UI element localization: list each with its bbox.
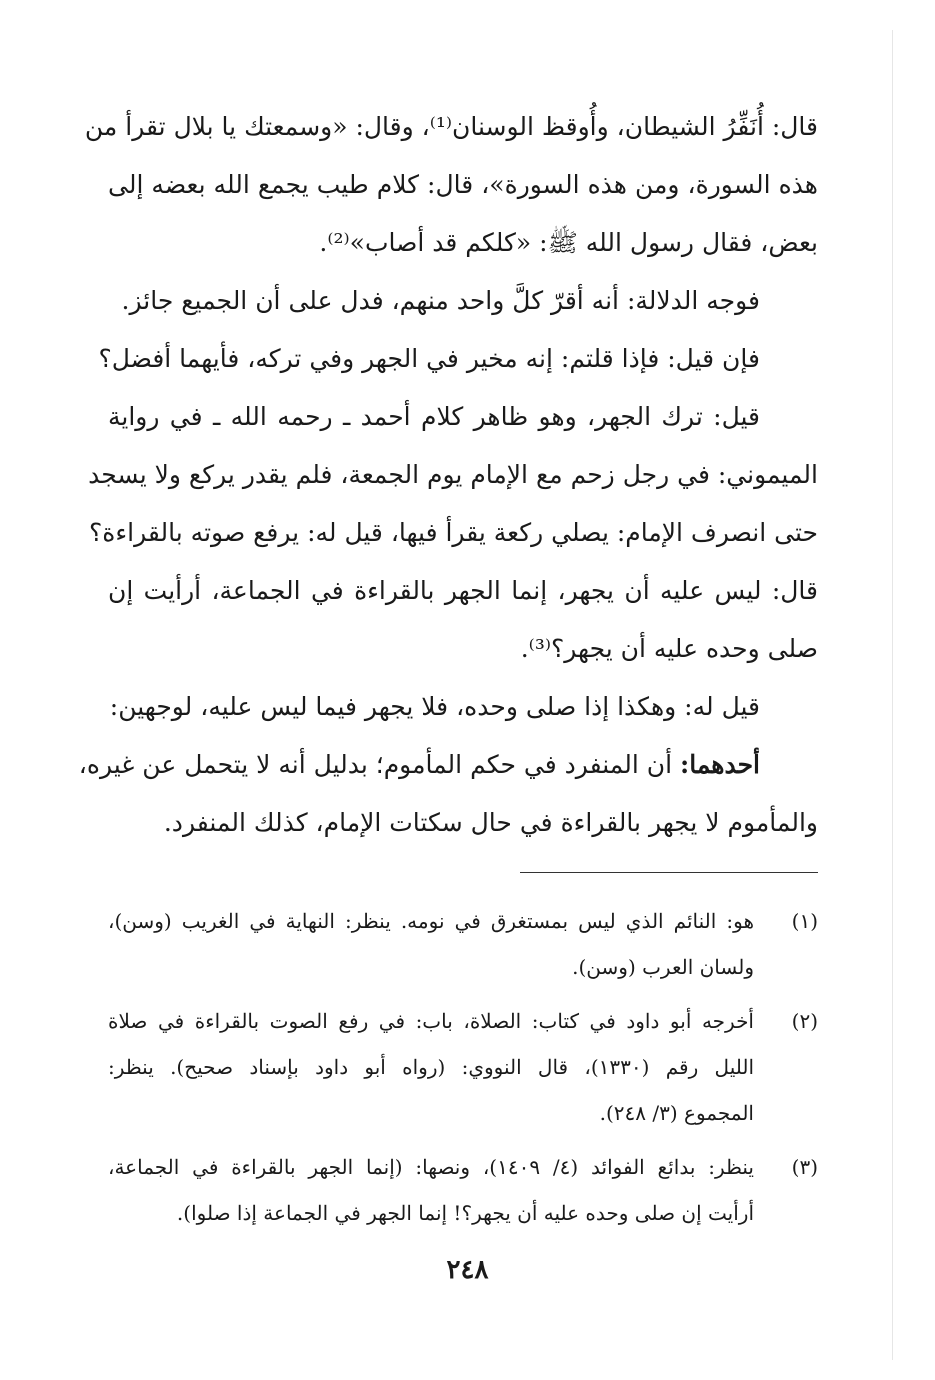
text-span: أن المنفرد في حكم المأموم؛ بدليل أنه لا يتحمل عن غيره، — [78, 750, 673, 779]
footnotes — [108, 898, 818, 1244]
text-line: صلى وحده عليه أن يجهر؟⁽³⁾. — [520, 634, 818, 663]
page-edge-line — [892, 30, 893, 1360]
text-line: فإن قيل: فإذا قلتم: إنه مخير في الجهر وفي تركه، فأيهما أفضل؟ — [98, 344, 760, 373]
text-line: والمأموم لا يجهر بالقراءة في حال سكتات الإمام، كذلك المنفرد. — [163, 808, 818, 837]
text-line: حتى انصرف الإمام: يصلي ركعة يقرأ فيها، قيل له: يرفع صوته بالقراءة؟ — [89, 518, 818, 547]
footnote — [108, 898, 818, 990]
footnote-line: ولسان العرب (وسن). — [572, 955, 754, 979]
footnote — [108, 998, 818, 1136]
footnote-number: (٣) — [791, 1155, 818, 1179]
text-line — [78, 736, 818, 794]
footnote-number: (٢) — [791, 1009, 818, 1033]
footnote-number: (١) — [791, 909, 818, 933]
lead-term: أحدهما: — [679, 750, 760, 779]
footnote-line: الليل رقم (١٣٣٠)، قال النووي: (رواه أبو داود بإسناد صحيح). ينظر: — [108, 1055, 754, 1079]
text-line: قال: أُنَفِّرُ الشيطان، وأُوقظ الوسنان⁽¹⁾، وقال: «وسمعتك يا بلال تقرأ من — [84, 112, 818, 141]
text-line: قيل: ترك الجهر، وهو ظاهر كلام أحمد ـ رحمه الله ـ في رواية — [108, 402, 760, 431]
footnote — [108, 1144, 818, 1236]
text-line: قيل له: وهكذا إذا صلى وحده، فلا يجهر فيما ليس عليه، لوجهين: — [109, 692, 760, 721]
footnote-line: ينظر: بدائع الفوائد (٤/ ١٤٠٩)، ونصها: (إنما الجهر بالقراءة في الجماعة، — [108, 1155, 754, 1179]
main-text — [78, 98, 818, 852]
footnote-separator — [520, 872, 818, 873]
text-line: الميموني: في رجل زحم مع الإمام يوم الجمعة، فلم يقدر يركع ولا يسجد — [88, 460, 818, 489]
footnote-line: أخرجه أبو داود في كتاب: الصلاة، باب: في رفع الصوت بالقراءة في صلاة — [108, 1009, 754, 1033]
text-line: هذه السورة، ومن هذه السورة»، قال: كلام طيب يجمع الله بعضه إلى — [108, 170, 818, 199]
text-line: بعض، فقال رسول الله ﷺ: «كلكم قد أصاب»⁽²⁾. — [319, 228, 818, 257]
footnote-line: هو: النائم الذي ليس بمستغرق في نومه. ينظر: النهاية في الغريب (وسن)، — [108, 909, 754, 933]
text-line: قال: ليس عليه أن يجهر، إنما الجهر بالقراءة في الجماعة، أرأيت إن — [108, 576, 818, 605]
text-line: فوجه الدلالة: أنه أقرّ كلَّ واحد منهم، فدل على أن الجميع جائز. — [121, 286, 760, 315]
footnote-line: المجموع (٣/ ٢٤٨). — [599, 1101, 754, 1125]
footnote-line: أرأيت إن صلى وحده عليه أن يجهر؟! إنما الجهر في الجماعة إذا صلوا). — [176, 1201, 754, 1225]
page-number: ٢٤٨ — [446, 1255, 489, 1285]
